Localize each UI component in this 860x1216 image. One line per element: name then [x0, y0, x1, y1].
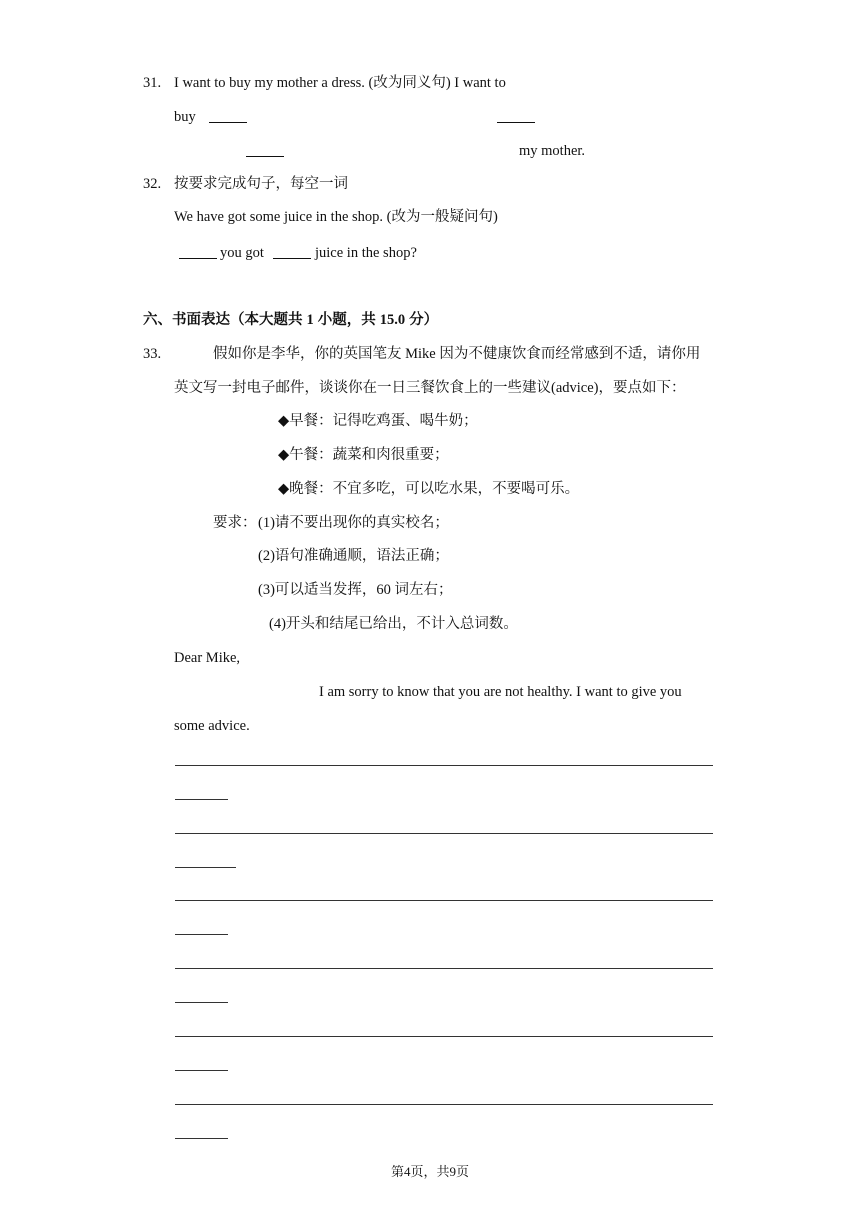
- section-heading-mid: 小题，共: [317, 312, 376, 328]
- writing-line-5-end[interactable]: [175, 1070, 228, 1071]
- q31-number: 31.: [143, 75, 162, 91]
- q31-blank-3[interactable]: [246, 144, 284, 157]
- q31-blank-1[interactable]: [209, 110, 247, 123]
- q33-point-dinner: ◆晚餐：不宜多吃，可以吃水果，不要喝可乐。: [278, 481, 580, 497]
- q33-req-4: (4)开头和结尾已给出，不计入总词数。: [269, 616, 518, 632]
- q32-blank-2[interactable]: [273, 246, 311, 259]
- writing-line-4-end[interactable]: [175, 1002, 228, 1003]
- q32-instruction: 按要求完成句子，每空一词: [174, 176, 348, 192]
- q32-number: 32.: [143, 176, 162, 192]
- q33-point-lunch: ◆午餐：蔬菜和肉很重要；: [278, 447, 449, 463]
- section-heading-end: 分）: [409, 312, 439, 328]
- q33-opening-line1: I am sorry to know that you are not healthy. I want to give you: [319, 684, 682, 700]
- writing-line-5[interactable]: [175, 1036, 713, 1037]
- section-heading-start: 六、书面表达（本大题共: [143, 312, 303, 328]
- section-points: 15.0: [379, 312, 406, 328]
- q33-opening-line2: some advice.: [174, 718, 250, 734]
- q32-sentence: We have got some juice in the shop. (改为一般疑问句): [174, 209, 498, 225]
- q33-prompt-line2: 英文写一封电子邮件，谈谈你在一日三餐饮食上的一些建议(advice)，要点如下：: [174, 380, 686, 396]
- section-question-count: 1: [306, 312, 314, 328]
- writing-line-3[interactable]: [175, 900, 713, 901]
- writing-line-1[interactable]: [175, 765, 713, 766]
- writing-line-2[interactable]: [175, 833, 713, 834]
- q33-req-3: (3)可以适当发挥，60 词左右；: [258, 582, 453, 598]
- page-footer: 第4页，共9页: [390, 1164, 469, 1179]
- section-heading: [143, 311, 438, 329]
- writing-line-3-end[interactable]: [175, 934, 228, 935]
- q31-text: I want to buy my mother a dress. (改为同义句) I want to: [174, 75, 506, 91]
- q33-number: 33.: [143, 346, 162, 362]
- q31-buy: buy: [174, 109, 196, 125]
- writing-line-2-end[interactable]: [175, 867, 236, 868]
- q33-prompt-line1: 假如你是李华，你的英国笔友 Mike 因为不健康饮食而经常感到不适，请你用: [213, 346, 701, 362]
- writing-line-6-end[interactable]: [175, 1138, 228, 1139]
- q33-req-2: (2)语句准确通顺，语法正确；: [258, 548, 449, 564]
- q32-end: juice in the shop?: [315, 245, 417, 261]
- q32-you-got: you got: [220, 245, 264, 261]
- writing-line-6[interactable]: [175, 1104, 713, 1105]
- q31-blank-2[interactable]: [497, 110, 535, 123]
- q31-end: my mother.: [519, 143, 586, 159]
- q32-blank-1[interactable]: [179, 246, 217, 259]
- writing-line-4[interactable]: [175, 968, 713, 969]
- q33-point-breakfast: ◆早餐：记得吃鸡蛋、喝牛奶；: [278, 413, 478, 429]
- writing-line-1-end[interactable]: [175, 799, 228, 800]
- q33-req-1: (1)请不要出现你的真实校名；: [258, 515, 449, 531]
- q33-req-label: 要求：: [213, 515, 257, 531]
- q33-greeting: Dear Mike,: [174, 650, 241, 666]
